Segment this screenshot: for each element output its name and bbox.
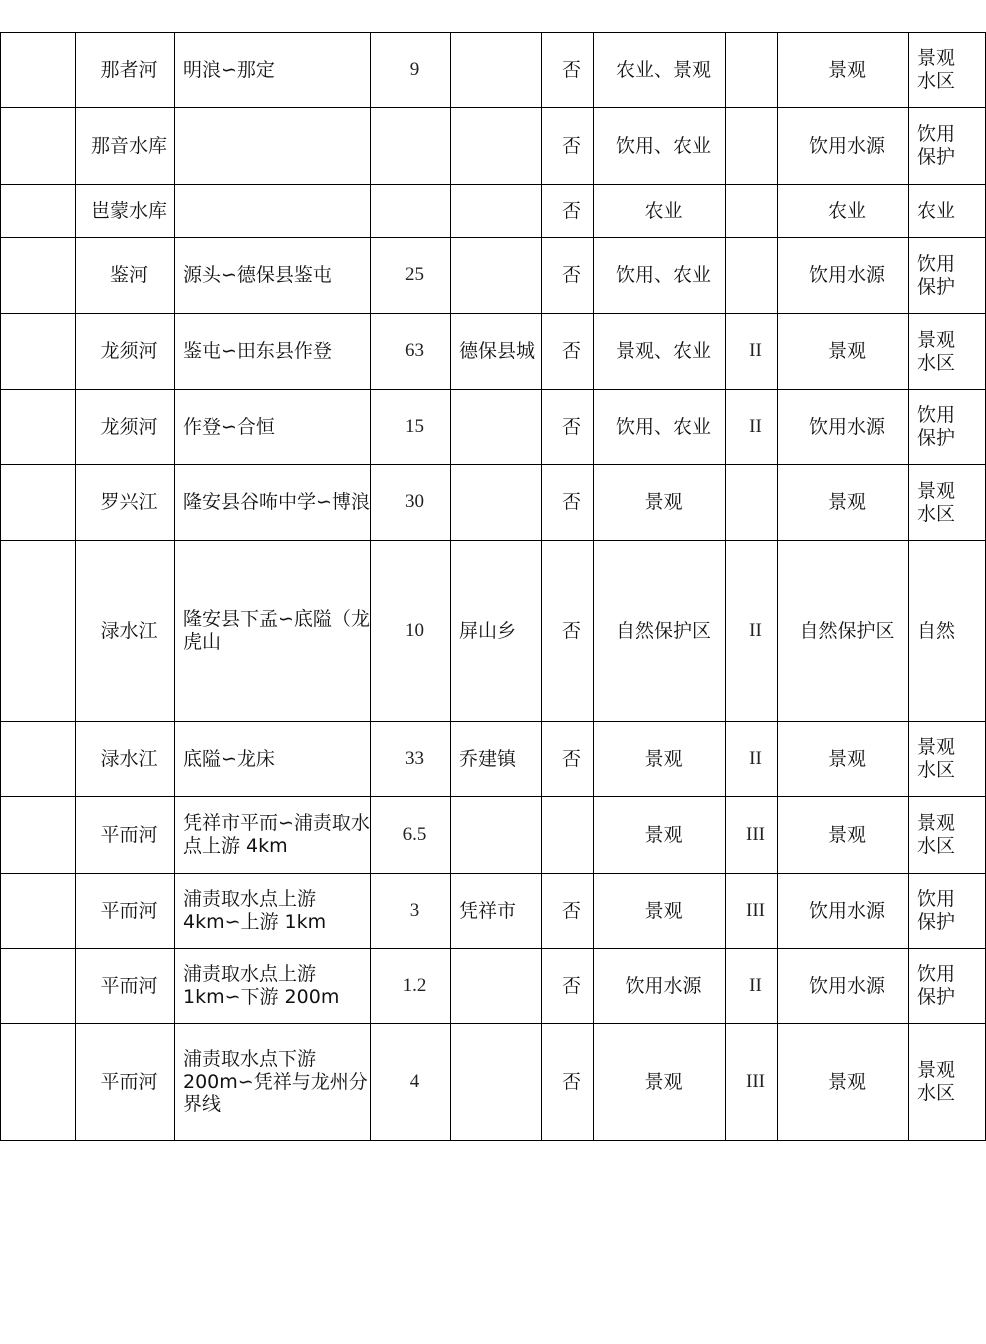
function-text: 景观 bbox=[827, 747, 866, 770]
town-cell bbox=[451, 949, 542, 1024]
flag-cell bbox=[542, 874, 594, 949]
length-cell bbox=[371, 949, 451, 1024]
table-row bbox=[1, 108, 986, 185]
river-name-text: 平而河 bbox=[100, 974, 158, 997]
current-use-text: 景观、农业 bbox=[615, 340, 711, 363]
water-level-cell bbox=[726, 1024, 778, 1141]
segment-cell bbox=[175, 238, 371, 314]
current-use-text: 景观 bbox=[644, 747, 683, 770]
function-cell bbox=[778, 108, 909, 185]
length-cell bbox=[371, 185, 451, 238]
segment-text: 凭祥市平而∽浦责取水点上游 4km bbox=[183, 812, 370, 857]
length-cell bbox=[371, 390, 451, 465]
flag-cell bbox=[542, 949, 594, 1024]
flag-text: 否 bbox=[561, 340, 581, 363]
zone-text: 饮用 保护 bbox=[917, 963, 956, 1008]
river-name-cell bbox=[76, 949, 175, 1024]
zone-text: 景观 水区 bbox=[917, 328, 956, 374]
river-name-text: 平而河 bbox=[100, 823, 158, 846]
water-level-cell bbox=[726, 797, 778, 874]
water-level-text: III bbox=[746, 899, 765, 921]
function-cell bbox=[778, 874, 909, 949]
current-use-cell bbox=[594, 314, 726, 390]
town-cell bbox=[451, 1024, 542, 1141]
segment-cell bbox=[175, 390, 371, 465]
zone-cell bbox=[909, 108, 986, 185]
table-row bbox=[1, 797, 986, 874]
water-level-cell bbox=[726, 390, 778, 465]
town-cell bbox=[451, 390, 542, 465]
water-level-text: II bbox=[749, 974, 762, 996]
length-cell bbox=[371, 108, 451, 185]
blank-cell bbox=[1, 949, 76, 1024]
length-cell bbox=[371, 238, 451, 314]
table-body bbox=[1, 33, 986, 1141]
water-level-cell bbox=[726, 541, 778, 722]
segment-text: 隆安县下孟∽底隘（龙虎山 bbox=[183, 608, 370, 653]
river-name-text: 龙须河 bbox=[100, 415, 158, 438]
town-cell bbox=[451, 238, 542, 314]
segment-cell bbox=[175, 33, 371, 108]
segment-text: 鉴屯∽田东县作登 bbox=[183, 340, 332, 363]
river-name-cell bbox=[76, 722, 175, 797]
segment-cell bbox=[175, 465, 371, 541]
town-text: 德保县城 bbox=[459, 340, 536, 363]
flag-cell bbox=[542, 108, 594, 185]
zone-text: 景观 水区 bbox=[917, 479, 956, 525]
water-level-cell bbox=[726, 722, 778, 797]
zone-text: 景观 水区 bbox=[917, 47, 956, 92]
segment-text: 浦责取水点下游 200m∽凭祥与龙州分界线 bbox=[183, 1047, 368, 1116]
function-text: 自然保护区 bbox=[799, 619, 895, 642]
blank-cell bbox=[1, 33, 76, 108]
length-text: 25 bbox=[405, 264, 424, 286]
water-level-text: II bbox=[749, 747, 762, 769]
current-use-cell bbox=[594, 185, 726, 238]
length-text: 30 bbox=[405, 491, 424, 513]
length-text: 6.5 bbox=[402, 823, 427, 845]
zone-text: 景观 水区 bbox=[917, 1059, 956, 1104]
town-cell bbox=[451, 108, 542, 185]
table-row bbox=[1, 722, 986, 797]
segment-cell bbox=[175, 185, 371, 238]
length-text: 15 bbox=[405, 415, 424, 437]
flag-text: 否 bbox=[561, 899, 581, 922]
current-use-cell bbox=[594, 874, 726, 949]
water-level-text: II bbox=[749, 619, 762, 641]
river-name-text: 渌水江 bbox=[100, 747, 158, 770]
function-cell bbox=[778, 949, 909, 1024]
current-use-cell bbox=[594, 465, 726, 541]
zone-text: 饮用 保护 bbox=[917, 252, 956, 298]
flag-text: 否 bbox=[561, 619, 581, 642]
river-name-text: 那者河 bbox=[100, 58, 158, 81]
zone-cell bbox=[909, 541, 986, 722]
function-cell bbox=[778, 185, 909, 238]
river-name-text: 岜蒙水库 bbox=[90, 199, 167, 222]
town-cell bbox=[451, 33, 542, 108]
water-level-cell bbox=[726, 314, 778, 390]
length-cell bbox=[371, 1024, 451, 1141]
length-cell bbox=[371, 314, 451, 390]
flag-text: 否 bbox=[561, 491, 581, 514]
current-use-cell bbox=[594, 797, 726, 874]
function-text: 饮用水源 bbox=[808, 974, 885, 997]
town-text: 屏山乡 bbox=[459, 619, 517, 642]
blank-cell bbox=[1, 1024, 76, 1141]
zone-cell bbox=[909, 949, 986, 1024]
zone-cell bbox=[909, 185, 986, 238]
river-name-cell bbox=[76, 33, 175, 108]
flag-cell bbox=[542, 238, 594, 314]
length-cell bbox=[371, 722, 451, 797]
zone-cell bbox=[909, 314, 986, 390]
river-name-cell bbox=[76, 797, 175, 874]
current-use-cell bbox=[594, 722, 726, 797]
zone-text: 景观 水区 bbox=[917, 736, 956, 781]
segment-cell bbox=[175, 1024, 371, 1141]
town-text: 凭祥市 bbox=[459, 899, 517, 922]
length-cell bbox=[371, 465, 451, 541]
current-use-text: 饮用水源 bbox=[625, 974, 702, 997]
length-text: 4 bbox=[409, 1070, 420, 1092]
function-cell bbox=[778, 314, 909, 390]
segment-text: 明浪∽那定 bbox=[183, 58, 275, 81]
water-level-text: III bbox=[746, 823, 765, 845]
current-use-text: 景观 bbox=[644, 899, 683, 922]
flag-text: 否 bbox=[561, 264, 581, 287]
current-use-cell bbox=[594, 108, 726, 185]
function-cell bbox=[778, 33, 909, 108]
flag-cell bbox=[542, 1024, 594, 1141]
table-row bbox=[1, 465, 986, 541]
town-text: 乔建镇 bbox=[459, 747, 517, 770]
blank-cell bbox=[1, 797, 76, 874]
function-cell bbox=[778, 722, 909, 797]
blank-cell bbox=[1, 722, 76, 797]
zone-cell bbox=[909, 33, 986, 108]
water-level-cell bbox=[726, 874, 778, 949]
zone-cell bbox=[909, 390, 986, 465]
segment-cell bbox=[175, 108, 371, 185]
river-name-text: 龙须河 bbox=[100, 340, 158, 363]
flag-cell bbox=[542, 33, 594, 108]
river-name-text: 平而河 bbox=[100, 899, 158, 922]
function-cell bbox=[778, 541, 909, 722]
function-text: 饮用水源 bbox=[808, 899, 885, 922]
function-text: 景观 bbox=[827, 823, 866, 846]
water-level-cell bbox=[726, 108, 778, 185]
flag-text: 否 bbox=[561, 974, 581, 997]
segment-text: 浦责取水点上游 1km∽下游 200m bbox=[183, 963, 340, 1008]
length-text: 1.2 bbox=[402, 974, 427, 996]
town-cell bbox=[451, 874, 542, 949]
town-cell bbox=[451, 797, 542, 874]
zone-cell bbox=[909, 797, 986, 874]
length-cell bbox=[371, 874, 451, 949]
river-name-text: 罗兴江 bbox=[100, 491, 158, 514]
flag-text: 否 bbox=[561, 199, 581, 222]
segment-cell bbox=[175, 722, 371, 797]
river-name-cell bbox=[76, 108, 175, 185]
current-use-cell bbox=[594, 238, 726, 314]
water-level-text: II bbox=[749, 340, 762, 362]
zone-text: 景观 水区 bbox=[917, 812, 956, 857]
segment-text: 源头∽德保县鉴屯 bbox=[183, 264, 332, 287]
flag-text: 否 bbox=[561, 58, 581, 81]
blank-cell bbox=[1, 185, 76, 238]
flag-cell bbox=[542, 390, 594, 465]
flag-cell bbox=[542, 465, 594, 541]
town-cell bbox=[451, 185, 542, 238]
current-use-cell bbox=[594, 1024, 726, 1141]
length-text: 63 bbox=[405, 340, 424, 362]
length-text: 9 bbox=[409, 58, 420, 80]
river-name-cell bbox=[76, 238, 175, 314]
table-row bbox=[1, 238, 986, 314]
length-text: 3 bbox=[409, 899, 420, 921]
flag-text: 否 bbox=[561, 747, 581, 770]
zone-cell bbox=[909, 238, 986, 314]
segment-text: 作登∽合恒 bbox=[183, 415, 275, 438]
zone-text: 自然 bbox=[917, 619, 956, 642]
flag-cell bbox=[542, 314, 594, 390]
water-level-cell bbox=[726, 33, 778, 108]
current-use-cell bbox=[594, 949, 726, 1024]
current-use-text: 饮用、农业 bbox=[615, 264, 711, 287]
function-text: 景观 bbox=[827, 58, 866, 81]
zone-text: 饮用 保护 bbox=[917, 888, 956, 933]
flag-cell bbox=[542, 797, 594, 874]
length-cell bbox=[371, 541, 451, 722]
water-level-text: III bbox=[746, 1070, 765, 1092]
current-use-text: 饮用、农业 bbox=[615, 134, 711, 157]
function-text: 农业 bbox=[827, 199, 866, 222]
zone-cell bbox=[909, 1024, 986, 1141]
water-level-cell bbox=[726, 949, 778, 1024]
function-text: 景观 bbox=[827, 1070, 866, 1093]
flag-text: 否 bbox=[561, 1070, 581, 1093]
town-cell bbox=[451, 722, 542, 797]
current-use-text: 农业 bbox=[644, 199, 683, 222]
length-text: 10 bbox=[405, 619, 424, 641]
blank-cell bbox=[1, 108, 76, 185]
current-use-text: 农业、景观 bbox=[615, 58, 711, 81]
current-use-cell bbox=[594, 390, 726, 465]
function-text: 景观 bbox=[827, 340, 866, 363]
zone-cell bbox=[909, 465, 986, 541]
river-name-text: 平而河 bbox=[100, 1070, 158, 1093]
blank-cell bbox=[1, 314, 76, 390]
function-text: 饮用水源 bbox=[808, 134, 885, 157]
water-function-table bbox=[0, 32, 986, 1141]
flag-cell bbox=[542, 185, 594, 238]
function-cell bbox=[778, 1024, 909, 1141]
segment-text: 隆安县谷咘中学∽博浪 bbox=[183, 491, 370, 514]
river-name-cell bbox=[76, 1024, 175, 1141]
current-use-text: 自然保护区 bbox=[615, 619, 711, 642]
water-level-cell bbox=[726, 238, 778, 314]
river-name-text: 渌水江 bbox=[100, 619, 158, 642]
table-row bbox=[1, 314, 986, 390]
table-row bbox=[1, 1024, 986, 1141]
function-cell bbox=[778, 238, 909, 314]
zone-cell bbox=[909, 874, 986, 949]
length-cell bbox=[371, 797, 451, 874]
table-row bbox=[1, 185, 986, 238]
segment-cell bbox=[175, 314, 371, 390]
river-name-cell bbox=[76, 541, 175, 722]
blank-cell bbox=[1, 238, 76, 314]
river-name-cell bbox=[76, 874, 175, 949]
blank-cell bbox=[1, 874, 76, 949]
table-row bbox=[1, 33, 986, 108]
function-text: 饮用水源 bbox=[808, 415, 885, 438]
function-cell bbox=[778, 465, 909, 541]
segment-cell bbox=[175, 874, 371, 949]
town-cell bbox=[451, 541, 542, 722]
blank-cell bbox=[1, 541, 76, 722]
zone-text: 农业 bbox=[917, 199, 956, 222]
water-level-cell bbox=[726, 465, 778, 541]
river-name-cell bbox=[76, 185, 175, 238]
length-text: 33 bbox=[405, 747, 424, 769]
river-name-cell bbox=[76, 465, 175, 541]
river-name-text: 那音水库 bbox=[90, 134, 167, 157]
table-row bbox=[1, 874, 986, 949]
current-use-cell bbox=[594, 541, 726, 722]
town-cell bbox=[451, 314, 542, 390]
zone-cell bbox=[909, 722, 986, 797]
segment-text: 底隘∽龙床 bbox=[183, 747, 275, 770]
zone-text: 饮用 保护 bbox=[917, 123, 956, 168]
river-name-text: 鉴河 bbox=[109, 264, 148, 287]
flag-text: 否 bbox=[561, 134, 581, 157]
zone-text: 饮用 保护 bbox=[917, 404, 956, 449]
town-cell bbox=[451, 465, 542, 541]
flag-text: 否 bbox=[561, 415, 581, 438]
segment-cell bbox=[175, 949, 371, 1024]
flag-cell bbox=[542, 541, 594, 722]
water-level-cell bbox=[726, 185, 778, 238]
water-level-text: II bbox=[749, 415, 762, 437]
table-row bbox=[1, 541, 986, 722]
segment-cell bbox=[175, 797, 371, 874]
segment-text: 浦责取水点上游 4km∽上游 1km bbox=[183, 888, 327, 933]
blank-cell bbox=[1, 465, 76, 541]
segment-cell bbox=[175, 541, 371, 722]
river-name-cell bbox=[76, 314, 175, 390]
function-cell bbox=[778, 797, 909, 874]
river-name-cell bbox=[76, 390, 175, 465]
function-text: 饮用水源 bbox=[808, 264, 885, 287]
table-row bbox=[1, 390, 986, 465]
current-use-cell bbox=[594, 33, 726, 108]
function-text: 景观 bbox=[827, 491, 866, 514]
current-use-text: 景观 bbox=[644, 491, 683, 514]
current-use-text: 景观 bbox=[644, 823, 683, 846]
current-use-text: 景观 bbox=[644, 1070, 683, 1093]
blank-cell bbox=[1, 390, 76, 465]
length-cell bbox=[371, 33, 451, 108]
table-row bbox=[1, 949, 986, 1024]
function-cell bbox=[778, 390, 909, 465]
flag-cell bbox=[542, 722, 594, 797]
current-use-text: 饮用、农业 bbox=[615, 415, 711, 438]
